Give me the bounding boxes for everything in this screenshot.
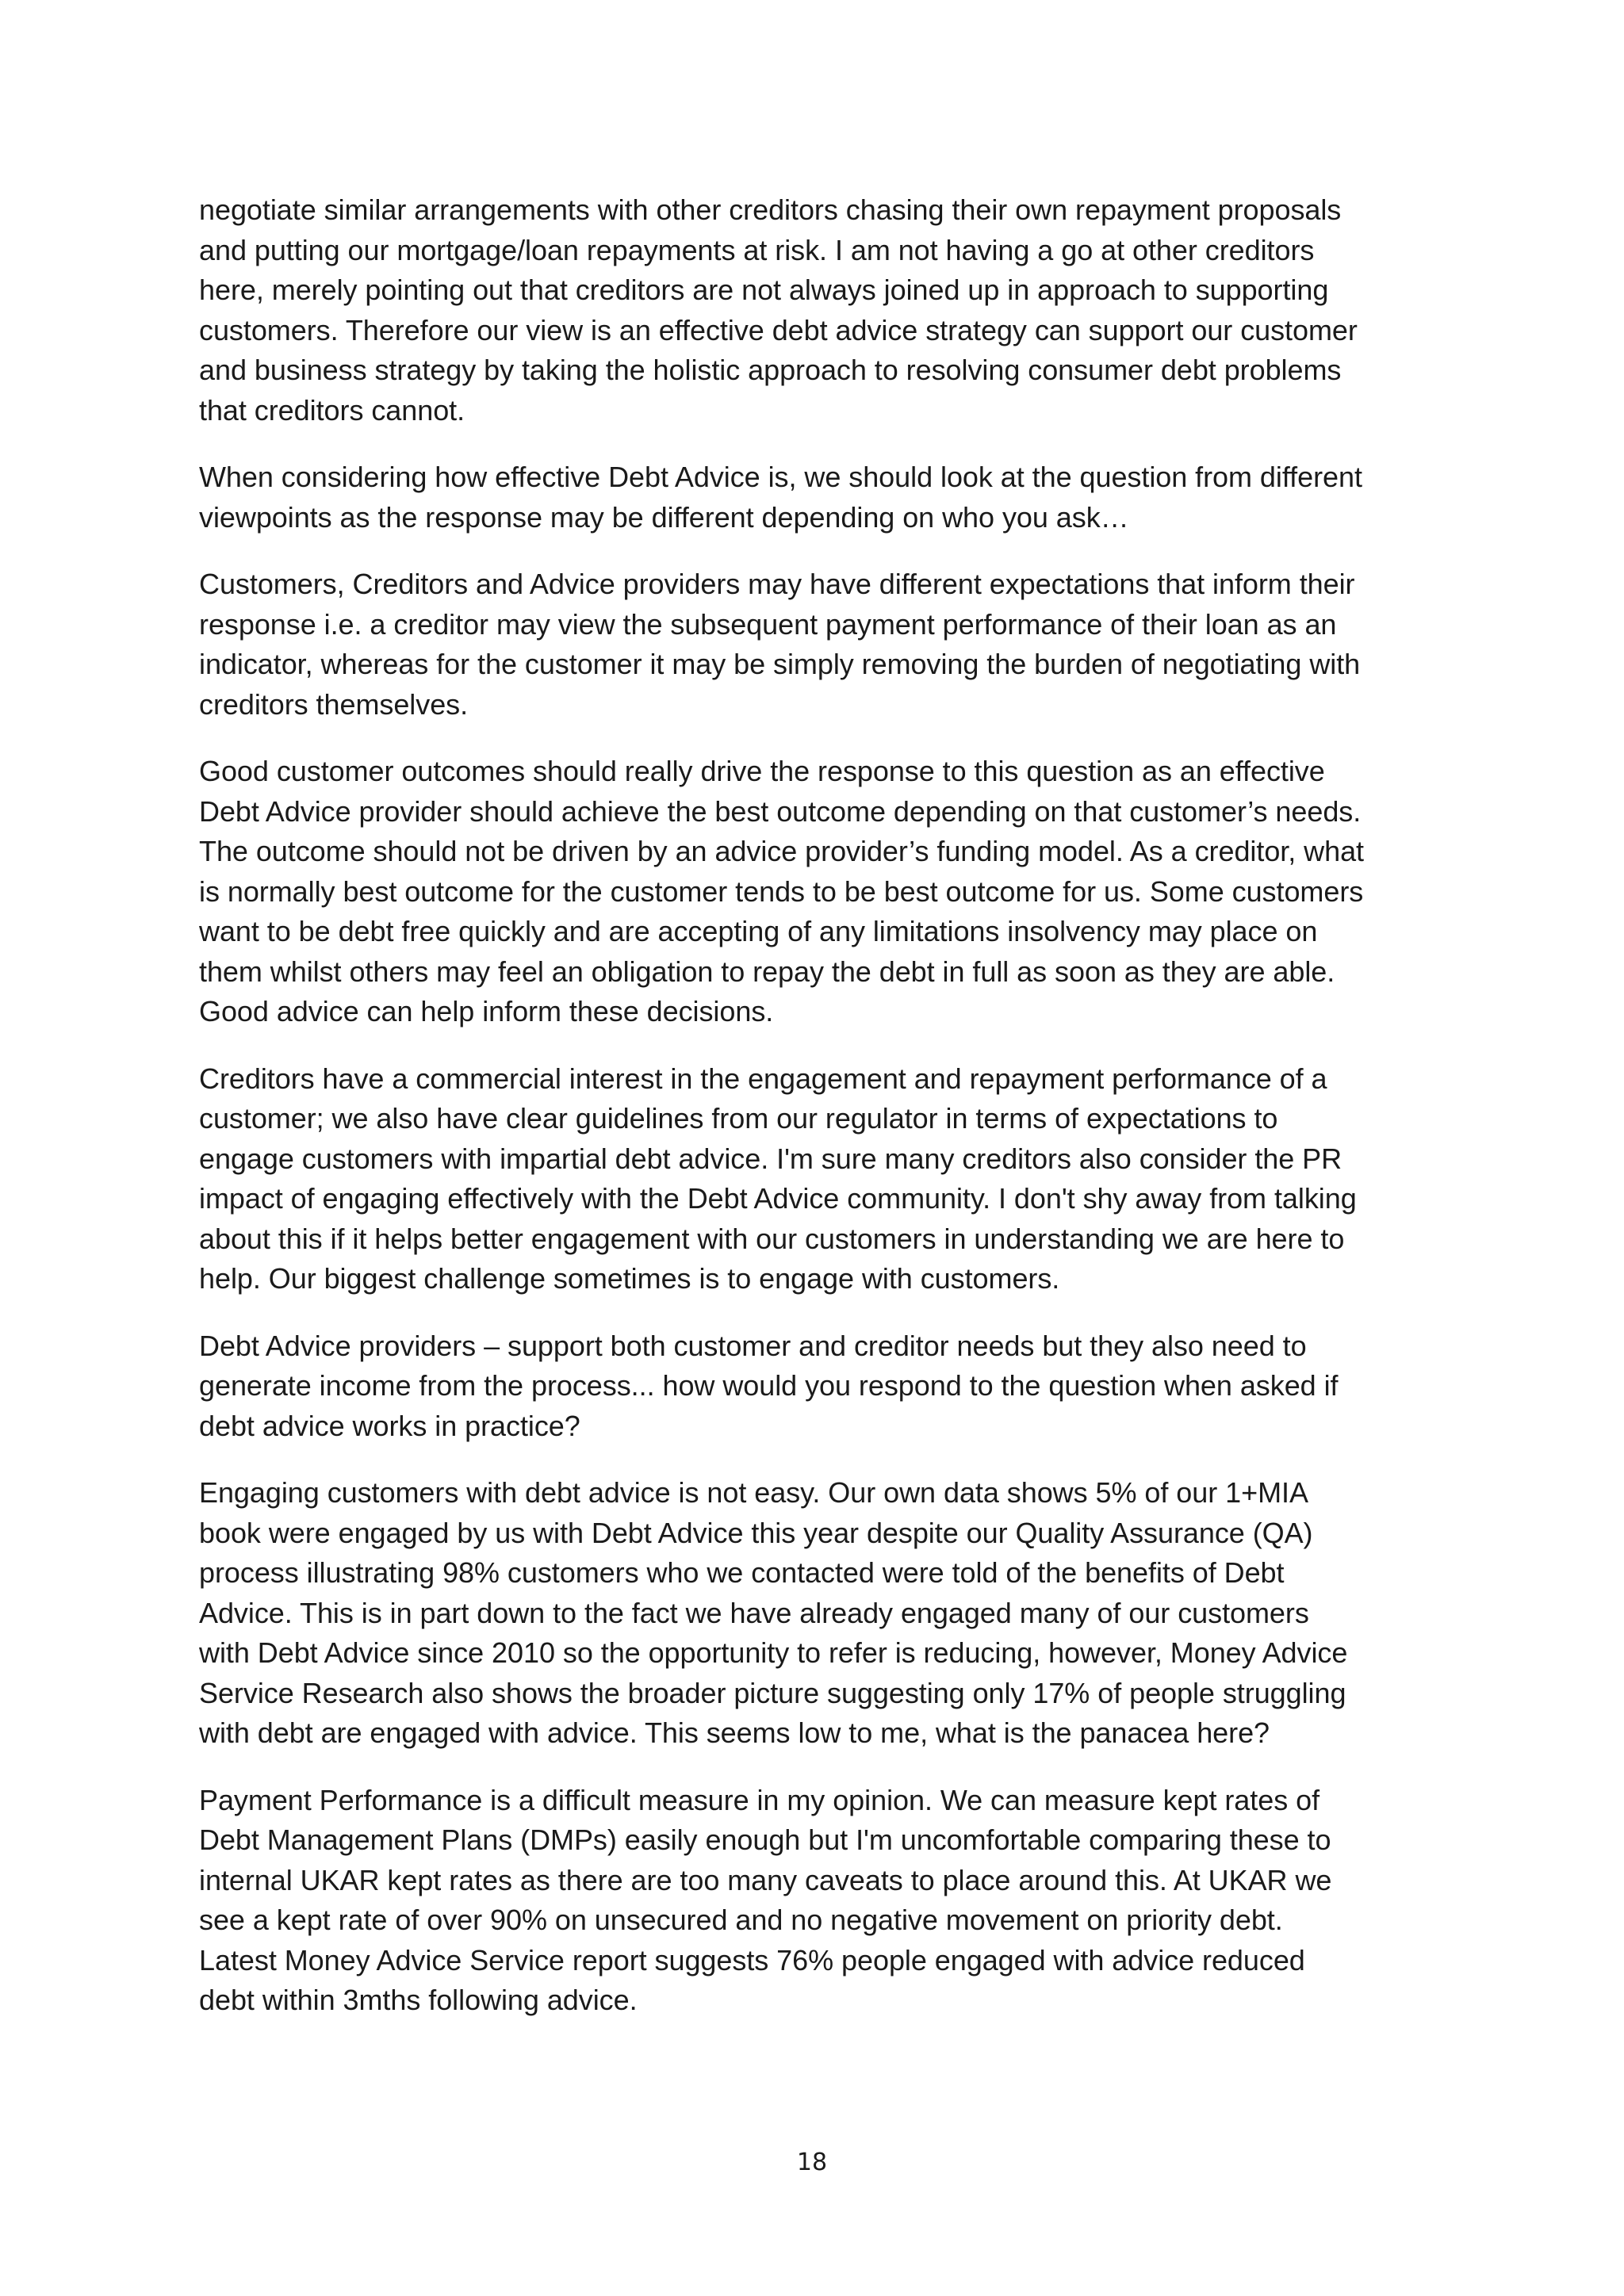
paragraph-advice-providers: Debt Advice providers – support both customer and creditor needs but they also need to generate income from the process... how would you respond to the question when asked if debt advice works in practice? xyxy=(199,1329,1339,1442)
paragraph-creditors-arrangements: negotiate similar arrangements with other creditors chasing their own repayment proposals and putting our mortgage/loan repayments at risk. I am not having a go at other creditors here, merely pointing out that creditors are not always joined up in approach to supporting customers. Therefore our view is an effective debt advice strategy can support our customer and business strategy by taking the holistic approach to resolving consumer debt problems that creditors cannot. xyxy=(199,193,1358,427)
document-body xyxy=(199,190,1452,2048)
paragraph-customer-outcomes: Good customer outcomes should really drive the response to this question as an effective Debt Advice provider should achieve the best outcome depending on that customer’s needs. The outcome should not be driven by an advice provider’s funding model. As a creditor, what is normally best outcome for the customer tends to be best outcome for us. Some customers want to be debt free quickly and are accepting of any limitations insolvency may place on them whilst others may feel an obligation to repay the debt in full as soon as they are able. Good advice can help inform these decisions. xyxy=(199,755,1364,1027)
paragraph-creditor-interest: Creditors have a commercial interest in the engagement and repayment performance of a customer; we also have clear guidelines from our regulator in terms of expectations to engage customers with impartial debt advice. I'm sure many creditors also consider the PR impact of engaging effectively with the Debt Advice community. I don't shy away from talking about this if it helps better engagement with our customers in understanding we are here to help. Our biggest challenge sometimes is to engage with customers. xyxy=(199,1062,1357,1295)
paragraph-payment-performance: Payment Performance is a difficult measure in my opinion. We can measure kept rates of Debt Management Plans (DMPs) easily enough but I'm uncomfortable comparing these to internal UKAR kept rates as there are too many caveats to place around this. At UKAR we see a kept rate of over 90% on unsecured and no negative movement on priority debt. Latest Money Advice Service report suggests 76% people engaged with advice reduced debt within 3mths following advice. xyxy=(199,1783,1332,2016)
paragraph-expectations: Customers, Creditors and Advice providers may have different expectations that inform their response i.e. a creditor may view the subsequent payment performance of their loan as an indicator, whereas for the customer it may be simply removing the burden of negotiating with creditors themselves. xyxy=(199,568,1361,721)
paragraph-effectiveness-viewpoints: When considering how effective Debt Advice is, we should look at the question from different viewpoints as the response may be different depending on who you ask… xyxy=(199,461,1362,534)
page-number: 18 xyxy=(796,2149,828,2176)
paragraph-engaging-customers: Engaging customers with debt advice is not easy. Our own data shows 5% of our 1+MIA book were engaged by us with Debt Advice this year despite our Quality Assurance (QA) process illustrating 98% customers who we contacted were told of the benefits of Debt Advice. This is in part down to the fact we have already engaged many of our customers with Debt Advice since 2010 so the opportunity to refer is reducing, however, Money Advice Service Research also shows the broader picture suggesting only 17% of people struggling with debt are engaged with advice. This seems low to me, what is the panacea here? xyxy=(199,1476,1348,1749)
